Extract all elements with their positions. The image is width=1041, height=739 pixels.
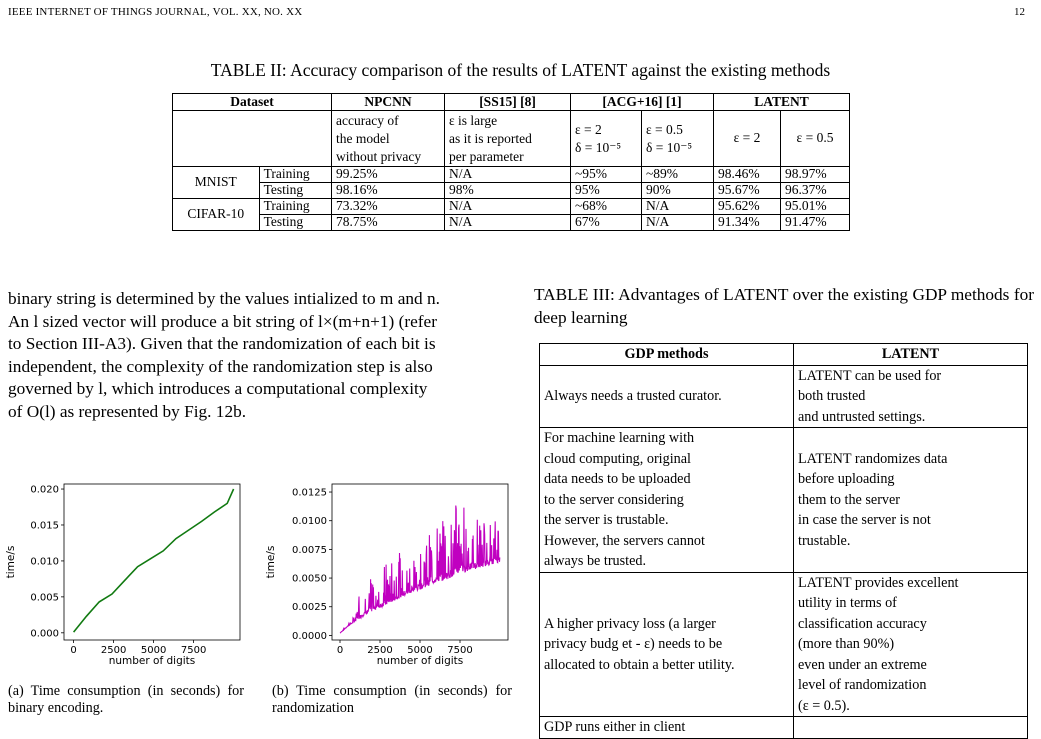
phase-cell: Testing — [259, 183, 331, 199]
col-dataset: Dataset — [173, 94, 332, 111]
value-cell: 95.62% — [714, 199, 781, 215]
latent-eps05: ε = 0.5 — [781, 111, 850, 167]
y-tick-label: 0.010 — [30, 556, 59, 568]
x-axis-label: number of digits — [108, 655, 196, 667]
gdp-cell — [540, 365, 794, 428]
y-tick-label: 0.0000 — [292, 630, 327, 642]
table-row — [540, 717, 1028, 739]
table-row — [173, 199, 850, 215]
table-row — [173, 215, 850, 231]
cell-line: privacy budg et - ε) needs to be — [544, 636, 723, 652]
latent-cell — [794, 717, 1028, 739]
cell-line: LATENT randomizes data — [798, 450, 948, 467]
cell-line: before uploading — [798, 471, 895, 487]
x-tick-label: 2500 — [100, 645, 127, 656]
x-axis-label: number of digits — [376, 655, 464, 667]
series-line — [340, 506, 500, 634]
value-cell: 98.97% — [781, 167, 850, 183]
cell-line: cloud computing, original — [544, 450, 691, 467]
value-cell: 98% — [445, 183, 571, 199]
desc-line: as it is reported — [449, 130, 532, 146]
npcnn-desc — [332, 111, 445, 167]
running-head: IEEE INTERNET OF THINGS JOURNAL, VOL. XX, NO. XX — [8, 6, 303, 18]
phase-cell: Training — [259, 167, 331, 183]
page-number: 12 — [1014, 6, 1025, 18]
chart-randomization — [260, 476, 522, 676]
acg-eps05 — [642, 111, 714, 167]
cell-line: utility in terms of — [798, 595, 897, 611]
blank-cell — [173, 111, 332, 167]
col-gdp: GDP methods — [540, 344, 794, 366]
cell-line: always be trusted. — [544, 553, 647, 569]
value-cell: N/A — [445, 215, 571, 231]
dataset-cell: MNIST — [173, 167, 260, 199]
desc-line: ε = 0.5 — [646, 121, 683, 137]
y-tick-label: 0.0025 — [292, 602, 327, 614]
cell-line: them to the server — [798, 491, 901, 508]
phase-cell: Testing — [259, 215, 331, 231]
col-latent: LATENT — [714, 94, 850, 111]
col-ss15: [SS15] [8] — [445, 94, 571, 111]
desc-line: ε is large — [449, 112, 498, 128]
table-row — [540, 428, 1028, 573]
acg-eps2 — [571, 111, 642, 167]
ss15-desc — [445, 111, 571, 167]
value-cell: N/A — [445, 167, 571, 183]
value-cell: N/A — [642, 199, 714, 215]
text-line: binary string is determined by the values intialized to m and n. — [8, 289, 440, 308]
series-line — [74, 489, 234, 632]
cell-line: (ε = 0.5). — [798, 697, 850, 714]
gdp-cell — [540, 428, 794, 573]
value-cell: ~89% — [642, 167, 714, 183]
cell-line: A higher privacy loss (a larger — [544, 615, 716, 632]
body-paragraph — [8, 288, 512, 423]
desc-line: ε = 2 — [575, 121, 602, 137]
cell-line: LATENT can be used for — [798, 367, 942, 384]
latent-cell — [794, 572, 1028, 717]
latent-eps2: ε = 2 — [714, 111, 781, 167]
value-cell: N/A — [445, 199, 571, 215]
value-cell: 67% — [571, 215, 642, 231]
value-cell: 90% — [642, 183, 714, 199]
y-tick-label: 0.005 — [30, 592, 59, 604]
value-cell: ~68% — [571, 199, 642, 215]
x-tick-label: 0 — [336, 645, 344, 656]
desc-line: per parameter — [449, 148, 524, 164]
chart-binary-encoding — [0, 476, 260, 676]
value-cell: 95% — [571, 183, 642, 199]
cell-line: allocated to obtain a better utility. — [544, 656, 735, 673]
cell-line: For machine learning with — [544, 430, 695, 446]
accuracy-table — [172, 93, 850, 231]
table-row — [173, 167, 850, 183]
y-tick-label: 0.0050 — [292, 573, 327, 585]
value-cell: 99.25% — [332, 167, 445, 183]
value-cell: 91.34% — [714, 215, 781, 231]
table-row — [540, 365, 1028, 428]
x-tick-label: 7500 — [180, 645, 207, 656]
table-row — [540, 572, 1028, 717]
y-tick-label: 0.0125 — [292, 487, 327, 499]
cell-line: However, the servers cannot — [544, 532, 705, 549]
plot-frame — [64, 484, 240, 640]
cell-line: even under an extreme — [798, 656, 927, 673]
gdp-cell — [540, 572, 794, 717]
y-tick-label: 0.0075 — [292, 544, 327, 556]
y-tick-label: 0.015 — [30, 520, 59, 532]
text-line: to Section III-A3). Given that the randomization of each bit is — [8, 334, 436, 353]
x-tick-label: 7500 — [447, 645, 473, 656]
desc-line: without privacy — [336, 148, 422, 164]
latent-cell — [794, 428, 1028, 573]
cell-line: LATENT provides excellent — [798, 574, 959, 591]
x-tick-label: 0 — [70, 645, 77, 656]
value-cell: 95.01% — [781, 199, 850, 215]
text-line: An l sized vector will produce a bit string of l×(m+n+1) (refer — [8, 311, 437, 331]
cell-line: data needs to be uploaded — [544, 471, 691, 487]
desc-line: the model — [336, 130, 390, 146]
value-cell: N/A — [642, 215, 714, 231]
cell-line: level of randomization — [798, 677, 927, 693]
col-acg16: [ACG+16] [1] — [571, 94, 714, 111]
table3-caption: TABLE III: Advantages of LATENT over the existing GDP methods for deep learning — [534, 285, 1034, 327]
x-tick-label: 2500 — [367, 645, 393, 656]
cell-line: to the server considering — [544, 491, 684, 508]
x-tick-label: 5000 — [140, 645, 167, 656]
figure-caption-b: (b) Time consumption (in seconds) for randomization — [272, 683, 512, 716]
text-line: governed by l, which introduces a computational complexity — [8, 379, 428, 398]
y-tick-label: 0.000 — [30, 628, 59, 640]
gdp-cell — [540, 717, 794, 739]
value-cell: 91.47% — [781, 215, 850, 231]
cell-line: both trusted — [798, 388, 866, 404]
desc-line: δ = 10⁻⁵ — [575, 139, 622, 155]
cell-line: the server is trustable. — [544, 512, 669, 528]
y-tick-label: 0.020 — [30, 484, 59, 496]
value-cell: 78.75% — [332, 215, 445, 231]
gdp-comparison-table — [539, 343, 1028, 739]
cell-line: GDP runs either in client — [544, 719, 686, 735]
value-cell: 98.16% — [332, 183, 445, 199]
figure-caption-a: (a) Time consumption (in seconds) for binary encoding. — [8, 683, 244, 716]
table-row — [173, 183, 850, 199]
cell-line: Always needs a trusted curator. — [544, 388, 722, 404]
value-cell: 95.67% — [714, 183, 781, 199]
value-cell: 98.46% — [714, 167, 781, 183]
x-tick-label: 5000 — [407, 645, 433, 656]
y-tick-label: 0.0100 — [292, 516, 327, 528]
text-line: of O(l) as represented by Fig. 12b. — [8, 401, 247, 421]
cell-line: trustable. — [798, 532, 851, 549]
y-axis-label: time/s — [5, 545, 17, 579]
latent-cell — [794, 365, 1028, 428]
value-cell: ~95% — [571, 167, 642, 183]
y-axis-label: time/s — [265, 545, 277, 579]
col-npcnn: NPCNN — [332, 94, 445, 111]
table2-caption: TABLE II: Accuracy comparison of the results of LATENT against the existing methods — [210, 60, 831, 80]
desc-line: accuracy of — [336, 112, 399, 128]
cell-line: (more than 90%) — [798, 636, 895, 652]
dataset-cell: CIFAR-10 — [173, 199, 260, 231]
cell-line: in case the server is not — [798, 512, 931, 528]
value-cell: 96.37% — [781, 183, 850, 199]
value-cell: 73.32% — [332, 199, 445, 215]
desc-line: δ = 10⁻⁵ — [646, 139, 693, 155]
cell-line: and untrusted settings. — [798, 408, 926, 425]
text-line: independent, the complexity of the randomization step is also — [8, 356, 433, 376]
cell-line: classification accuracy — [798, 615, 927, 632]
phase-cell: Training — [259, 199, 331, 215]
col-latent: LATENT — [794, 344, 1028, 366]
